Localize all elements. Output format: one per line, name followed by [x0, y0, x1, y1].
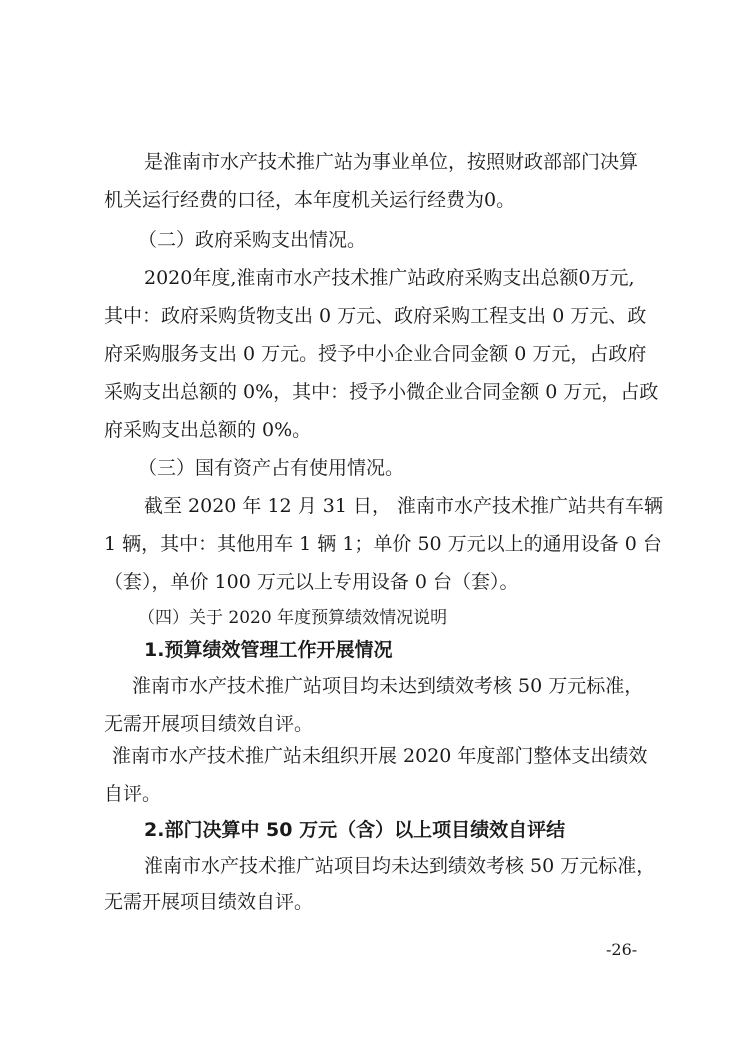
paragraph-line: 机关运行经费的口径，本年度机关运行经费为0。	[104, 189, 516, 211]
paragraph-line: 淮南市水产技术推广站未组织开展 2020 年度部门整体支出绩效	[112, 745, 648, 767]
paragraph-line: 是淮南市水产技术推广站为事业单位，按照财政部部门决算	[144, 151, 639, 173]
paragraph-line: 府采购支出总额的 0%。	[104, 419, 312, 441]
paragraph-line: 府采购服务支出 0 万元。授予中小企业合同金额 0 万元，占政府	[104, 343, 647, 365]
paragraph-line: 无需开展项目绩效自评。	[104, 891, 314, 913]
paragraph-line: 采购支出总额的 0%，其中：授予小微企业合同金额 0 万元，占政	[104, 381, 659, 403]
page-number: -26-	[606, 940, 638, 959]
paragraph-line: 淮南市水产技术推广站项目均未达到绩效考核 50 万元标准，	[144, 855, 656, 877]
paragraph-line: 2020年度,淮南市水产技术推广站政府采购支出总额0万元,	[144, 267, 635, 289]
paragraph-line: 无需开展项目绩效自评。	[104, 713, 314, 735]
section-heading: （四）关于 2020 年度预算绩效情况说明	[138, 608, 448, 628]
paragraph-line: （套），单价 100 万元以上专用设备 0 台（套）。	[104, 571, 519, 593]
section-heading: （二）政府采购支出情况。	[138, 229, 367, 251]
paragraph-line: 1 辆，其中：其他用车 1 辆 1；单价 50 万元以上的通用设备 0 台	[104, 533, 662, 555]
section-heading: （三）国有资产占有使用情况。	[138, 457, 405, 479]
subsection-heading: 1.预算绩效管理工作开展情况	[144, 639, 393, 661]
paragraph-line: 其中：政府采购货物支出 0 万元、政府采购工程支出 0 万元、政	[104, 305, 647, 327]
subsection-heading: 2.部门决算中 50 万元（含）以上项目绩效自评结	[144, 819, 566, 841]
paragraph-line: 自评。	[104, 783, 162, 805]
paragraph-line: 截至 2020 年 12 月 31 日， 淮南市水产技术推广站共有车辆	[144, 495, 663, 517]
paragraph-line: 淮南市水产技术推广站项目均未达到绩效考核 50 万元标准，	[132, 675, 644, 697]
